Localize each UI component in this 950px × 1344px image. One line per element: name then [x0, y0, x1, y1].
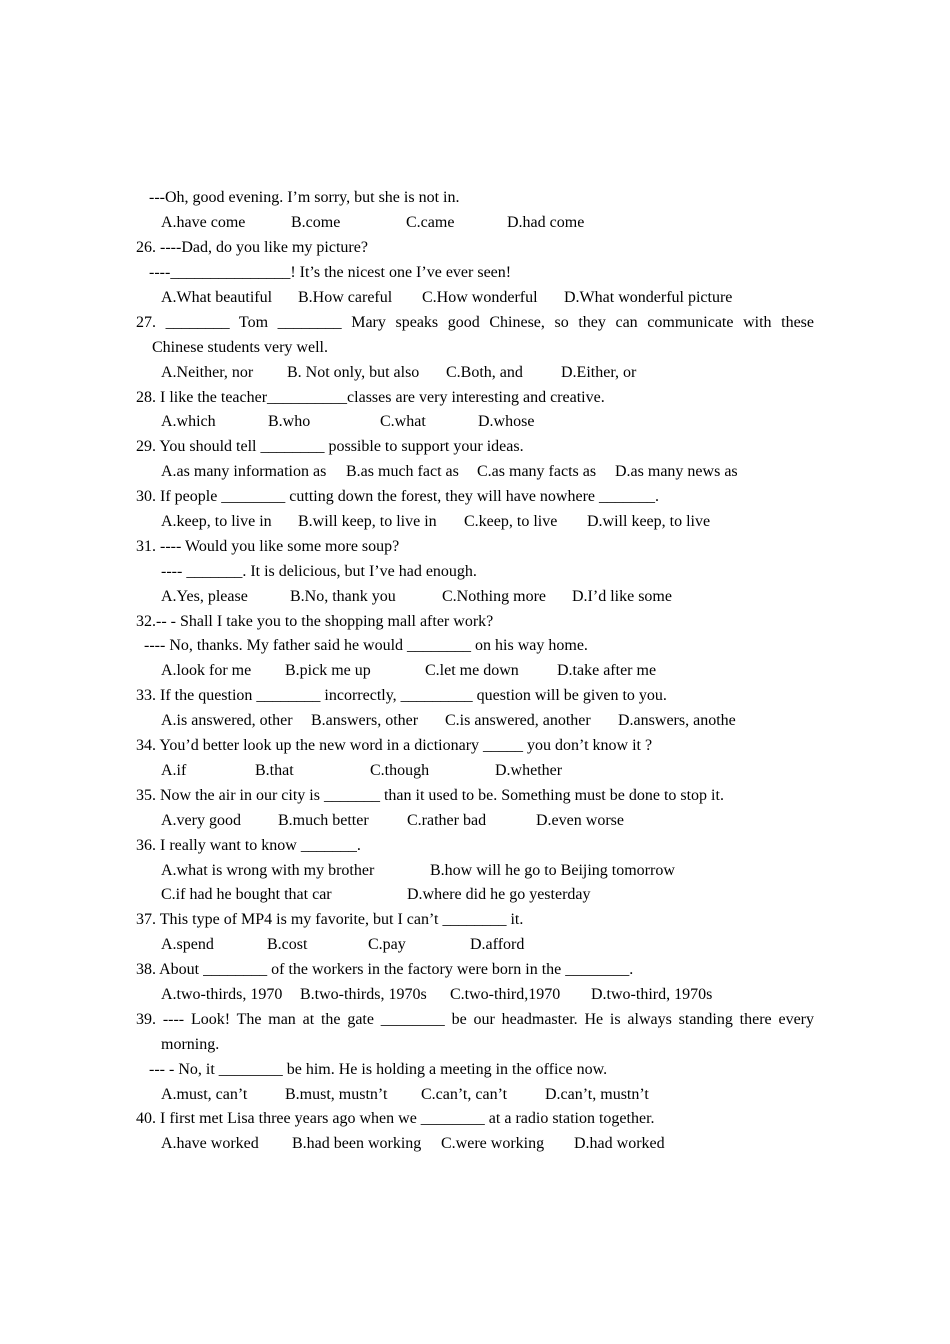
q39-stem: 39. ---- Look! The man at the gate ________ be our headmaster. He is always standing there every: [136, 1011, 814, 1028]
q36-stem: 36. I really want to know _______.: [136, 837, 361, 854]
q31-option-b: B.No, thank you: [290, 588, 396, 605]
q30-option-d: D.will keep, to live: [587, 513, 711, 530]
q29-option-a: A.as many information as: [161, 463, 327, 480]
q25-option-a: A.have come: [161, 214, 246, 231]
q34-option-c: C.though: [370, 762, 430, 779]
q37-option-d: D.afford: [470, 936, 525, 953]
q32-option-d: D.take after me: [557, 662, 657, 679]
q26-option-c: C.How wonderful: [422, 289, 538, 306]
q29-option-c: C.as many facts as: [477, 463, 597, 480]
q36-option-a: A.what is wrong with my brother: [161, 862, 375, 879]
q33-option-b: B.answers, other: [311, 712, 419, 729]
q39-option-d: D.can’t, mustn’t: [545, 1086, 649, 1103]
q25-option-d: D.had come: [507, 214, 585, 231]
q25-dialog: ---Oh, good evening. I’m sorry, but she is not in.: [149, 189, 460, 206]
q28-option-b: B.who: [268, 413, 311, 430]
q31-stem: 31. ---- Would you like some more soup?: [136, 538, 400, 555]
q37-option-c: C.pay: [368, 936, 406, 953]
q36-option-d: D.where did he go yesterday: [407, 886, 591, 903]
q38-option-a: A.two-thirds, 1970: [161, 986, 283, 1003]
q37-stem: 37. This type of MP4 is my favorite, but I can’t ________ it.: [136, 911, 524, 928]
q31-option-d: D.I’d like some: [572, 588, 672, 605]
q34-option-d: D.whether: [495, 762, 563, 779]
q36-option-b: B.how will he go to Beijing tomorrow: [430, 862, 675, 879]
q33-option-c: C.is answered, another: [445, 712, 591, 729]
q32-option-b: B.pick me up: [285, 662, 371, 679]
q32-option-a: A.look for me: [161, 662, 252, 679]
q30-option-c: C.keep, to live: [464, 513, 558, 530]
q26-option-b: B.How careful: [298, 289, 393, 306]
q32-stem: 32.-- - Shall I take you to the shopping mall after work?: [136, 613, 494, 630]
q34-stem: 34. You’d better look up the new word in a dictionary _____ you don’t know it ?: [136, 737, 653, 754]
q38-stem: 38. About ________ of the workers in the factory were born in the ________.: [136, 961, 634, 978]
q28-stem: 28. I like the teacher__________classes are very interesting and creative.: [136, 389, 605, 406]
q33-option-d: D.answers, anothe: [618, 712, 736, 729]
q26-reply: ----_______________! It’s the nicest one I’ve ever seen!: [149, 264, 512, 281]
q29-stem: 29. You should tell ________ possible to support your ideas.: [136, 438, 524, 455]
q39-reply: --- - No, it ________ be him. He is holding a meeting in the office now.: [149, 1061, 608, 1078]
q40-option-a: A.have worked: [161, 1135, 259, 1152]
q38-option-b: B.two-thirds, 1970s: [300, 986, 427, 1003]
q25-option-b: B.come: [291, 214, 341, 231]
q32-reply: ---- No, thanks. My father said he would ________ on his way home.: [144, 637, 588, 654]
q36-option-c: C.if had he bought that car: [161, 886, 332, 903]
q29-option-d: D.as many news as: [615, 463, 738, 480]
q35-option-c: C.rather bad: [407, 812, 487, 829]
q33-option-a: A.is answered, other: [161, 712, 293, 729]
q28-option-d: D.whose: [478, 413, 535, 430]
q39-option-b: B.must, mustn’t: [285, 1086, 388, 1103]
q30-option-a: A.keep, to live in: [161, 513, 272, 530]
q39-option-c: C.can’t, can’t: [421, 1086, 508, 1103]
q35-stem: 35. Now the air in our city is _______ than it used to be. Something must be done to stop it.: [136, 787, 724, 804]
q27-option-d: D.Either, or: [561, 364, 637, 381]
q28-option-a: A.which: [161, 413, 216, 430]
q34-option-b: B.that: [255, 762, 294, 779]
q40-stem: 40. I first met Lisa three years ago when we ________ at a radio station together.: [136, 1110, 655, 1127]
q37-option-b: B.cost: [267, 936, 308, 953]
q33-stem: 33. If the question ________ incorrectly, _________ question will be given to you.: [136, 687, 667, 704]
q34-option-a: A.if: [161, 762, 187, 779]
q38-option-c: C.two-third,1970: [450, 986, 561, 1003]
q32-option-c: C.let me down: [425, 662, 519, 679]
q30-option-b: B.will keep, to live in: [298, 513, 437, 530]
q27-stem: 27. ________ Tom ________ Mary speaks good Chinese, so they can communicate with these: [136, 314, 814, 331]
q27-stem-cont: Chinese students very well.: [152, 339, 328, 356]
q25-option-c: C.came: [406, 214, 455, 231]
q35-option-a: A.very good: [161, 812, 241, 829]
q27-option-a: A.Neither, nor: [161, 364, 254, 381]
q27-option-c: C.Both, and: [446, 364, 523, 381]
q29-option-b: B.as much fact as: [346, 463, 459, 480]
q38-option-d: D.two-third, 1970s: [591, 986, 713, 1003]
q35-option-b: B.much better: [278, 812, 369, 829]
q26-option-a: A.What beautiful: [161, 289, 273, 306]
q30-stem: 30. If people ________ cutting down the forest, they will have nowhere _______.: [136, 488, 659, 505]
q27-option-b: B. Not only, but also: [287, 364, 420, 381]
q31-option-a: A.Yes, please: [161, 588, 248, 605]
q26-option-d: D.What wonderful picture: [564, 289, 733, 306]
q37-option-a: A.spend: [161, 936, 214, 953]
q28-option-c: C.what: [380, 413, 426, 430]
q39-option-a: A.must, can’t: [161, 1086, 248, 1103]
q31-option-c: C.Nothing more: [442, 588, 546, 605]
q26-stem: 26. ----Dad, do you like my picture?: [136, 239, 368, 256]
q39-stem-cont: morning.: [161, 1036, 220, 1053]
q40-option-d: D.had worked: [574, 1135, 665, 1152]
q40-option-b: B.had been working: [292, 1135, 422, 1152]
q40-option-c: C.were working: [441, 1135, 545, 1152]
q35-option-d: D.even worse: [536, 812, 624, 829]
q31-reply: ---- _______. It is delicious, but I’ve had enough.: [161, 563, 477, 580]
